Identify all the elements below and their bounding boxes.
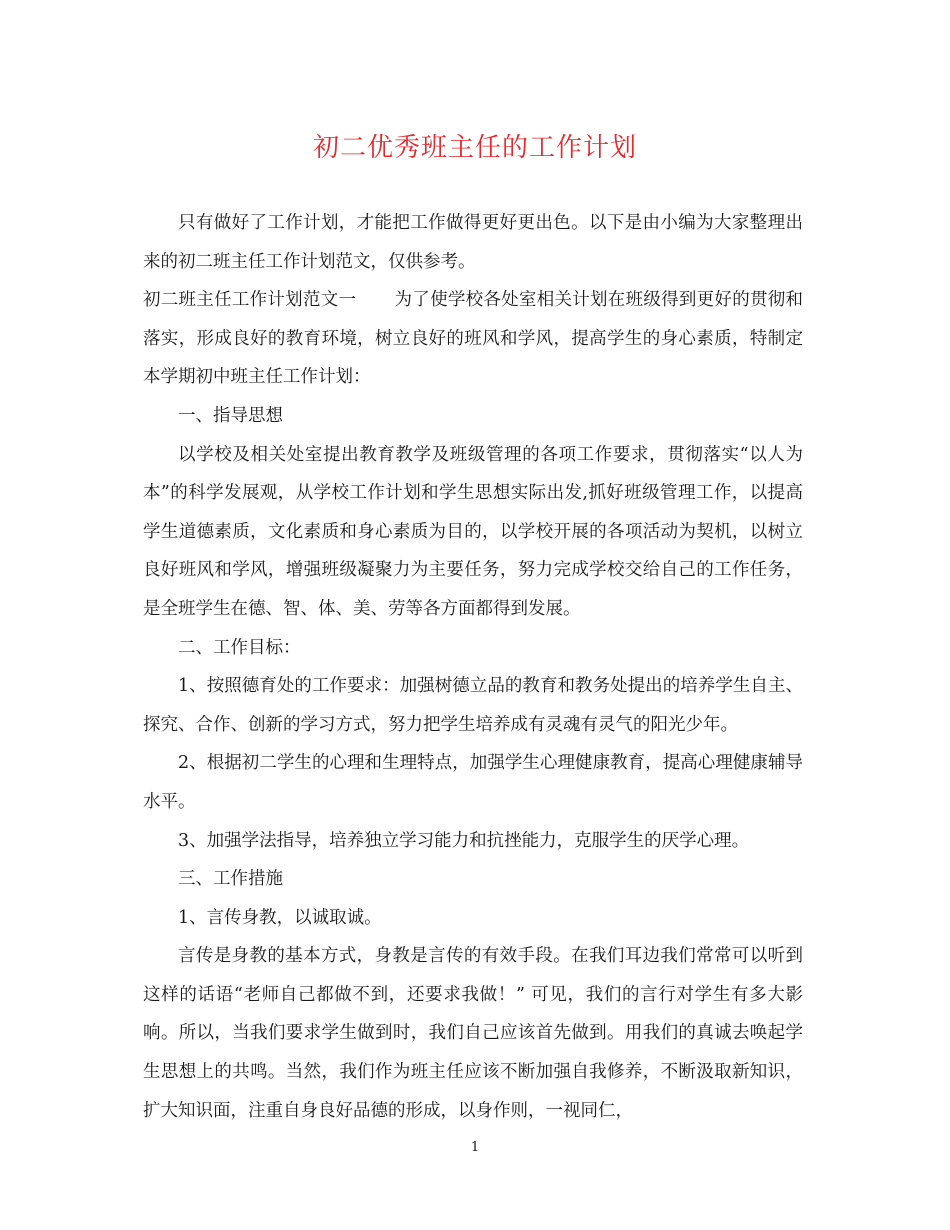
- page-number: 1: [470, 1140, 480, 1155]
- goal-item-2: 2、根据初二学生的心理和生理特点，加强学生心理健康教育，提高心理健康辅导水平。: [143, 753, 803, 812]
- guiding-thought-paragraph: 以学校及相关处室提出教育教学及班级管理的各项工作要求，贯彻落实“以人为本”的科学发展观，从学校工作计划和学生思想实际出发,抓好班级管理工作，以提高学生道德素质，文化素质和身心素质为目的，以学校开展的各项活动为契机，以树立良好班风和学风，增强班级凝聚力为主要任务，努力完成学校交给自己的工作任务，是全班学生在德、智、体、美、劳等各方面都得到发展。: [143, 444, 803, 619]
- measure-heading-1: 1、言传身教，以诚取诚。: [178, 907, 382, 928]
- intro-paragraph: 只有做好了工作计划，才能把工作做得更好更出色。以下是由小编为大家整理出来的初二班主任工作计划范文，仅供参考。: [143, 213, 803, 272]
- section-heading-work-goals: 二、工作目标：: [178, 637, 301, 658]
- sample-paragraph: [143, 281, 803, 397]
- goal-item-3: 3、加强学法指导，培养独立学习能力和抗挫能力，克服学生的厌学心理。: [178, 830, 750, 851]
- sample-text: 为了使学校各处室相关计划在班级得到更好的贯彻和落实，形成良好的教育环境，树立良好的班风和学风，提高学生的身心素质，特制定本学期初中班主任工作计划：: [143, 290, 804, 388]
- section-heading-work-measures: 三、工作措施: [178, 869, 283, 890]
- document-body: [143, 204, 803, 1130]
- sample-label: 初二班主任工作计划范文一: [143, 290, 357, 311]
- goal-item-1: 1、按照德育处的工作要求：加强树德立品的教育和教务处提出的培养学生自主、探究、合作、创新的学习方式，努力把学生培养成有灵魂有灵气的阳光少年。: [143, 676, 803, 735]
- document-title: 初二优秀班主任的工作计划: [312, 133, 637, 163]
- section-heading-guiding-thought: 一、指导思想: [178, 405, 283, 426]
- measure-paragraph-1: 言传是身教的基本方式，身教是言传的有效手段。在我们耳边我们常常可以听到这样的话语“老师自己都做不到，还要求我做！” 可见，我们的言行对学生有多大影响。所以，当我们要求学生做到时，我们自己应该首先做到。用我们的真诚去唤起学生思想上的共鸣。当然，我们作为班主任应该不断加强自我修养，不断汲取新知识，扩大知识面，注重自身良好品德的形成，以身作则，一视同仁，: [143, 946, 803, 1121]
